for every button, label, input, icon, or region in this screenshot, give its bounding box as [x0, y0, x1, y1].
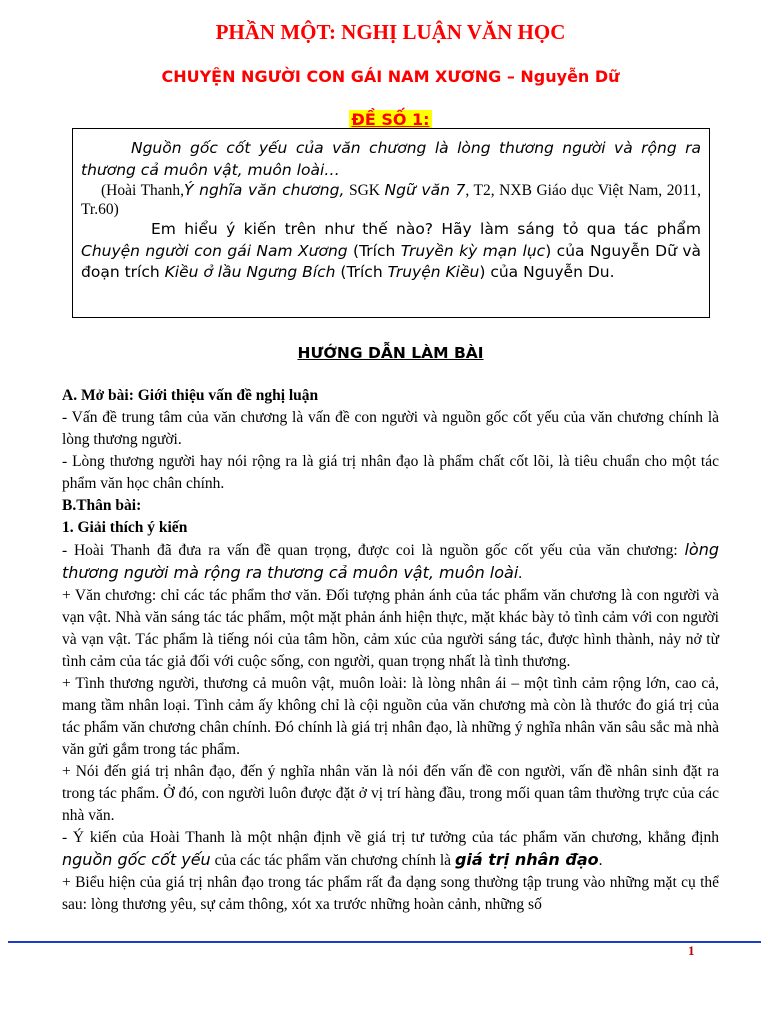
- task-text-e: ) của Nguyễn Du.: [479, 263, 615, 281]
- page-title: PHẦN MỘT: NGHỊ LUẬN VĂN HỌC: [215, 20, 566, 44]
- question-box: [72, 128, 710, 318]
- question-quote: Nguồn gốc cốt yếu của văn chương là lòng thương người và rộng ra thương cả muôn vật, muôn loài…: [81, 139, 701, 179]
- section-b1-paragraph-4: + Nói đến giá trị nhân đạo, đến ý nghĩa nhân văn là nói đến vấn đề con người, vấn đề nhân sinh đặt ra trong tác phẩm. Ở đó, con người luôn được đặt ở vị trí hàng đầu, trong mối quan tâm thường trực của các nhà văn.: [62, 763, 719, 824]
- source-suffix: , T2, NXB Giáo dục Việt Nam, 2011, Tr.60): [81, 182, 702, 218]
- task-text-b: (Trích: [347, 241, 401, 260]
- source-sgk: SGK: [344, 182, 385, 199]
- section-a-paragraph-2: - Lòng thương người hay nói rộng ra là giá trị nhân đạo là phẩm chất cốt lõi, là tiêu chuẩn cho một tác phẩm văn học chân chính.: [62, 453, 719, 492]
- source-prefix: (Hoài Thanh,: [101, 182, 185, 199]
- section-b1-paragraph-3: + Tình thương người, thương cả muôn vật, muôn loài: là lòng nhân ái – một tình cảm rộng lớn, cao cả, mang tầm nhân loại. Tình cảm ấy không chỉ là cội nguồn của văn chương mà còn là thước đo giá trị của tác phẩm văn chương chân chính. Đó chính là giá trị nhân đạo, là những ý nghĩa nhân văn sâu sắc mà nhà văn gửi gắm trong tác phẩm.: [62, 675, 719, 758]
- section-b1-paragraph-1: [62, 539, 719, 585]
- source-book: Ngữ văn 7: [384, 181, 466, 199]
- b1-p1-text: - Hoài Thanh đã đưa ra vấn đề quan trọng, được coi là nguồn gốc cốt yếu của văn chương:: [62, 542, 685, 559]
- b1-p5-end: .: [598, 852, 603, 869]
- section-a-heading: A. Mở bài: Giới thiệu vấn đề nghị luận: [62, 387, 319, 404]
- task-work-3: Kiều ở lầu Ngưng Bích: [164, 263, 336, 281]
- task-work-4: Truyện Kiều: [387, 263, 480, 281]
- b1-p5-emphasis-1: nguồn gốc cốt yếu: [62, 850, 211, 869]
- section-b1-paragraph-2: + Văn chương: chỉ các tác phẩm thơ văn. Đối tượng phản ánh của tác phẩm văn chương là con người và vạn vật. Nhà văn sáng tác tác phẩm, một mặt phản ánh hiện thực, mặt khác bày tỏ tình cảm với con người và vạn vật. Tác phẩm là tiếng nói của tâm hồn, cảm xúc của người sáng tác, được hình thành, nảy nở từ tình cảm của tác giả đối với cuộc sống, con người, quan trọng nhất là tình thương.: [62, 587, 719, 670]
- section-b1-paragraph-5: [62, 827, 719, 872]
- page-subtitle: CHUYỆN NGƯỜI CON GÁI NAM XƯƠNG – Nguyễn Dữ: [161, 67, 620, 86]
- exam-label-wrap: [62, 110, 719, 130]
- b1-p1-end: .: [518, 565, 523, 582]
- b1-p1-emphasis: lòng thương người mà rộng ra thương cả muôn vật, muôn loài: [62, 540, 719, 582]
- page-number: 1: [688, 943, 695, 958]
- source-work: Ý nghĩa văn chương,: [184, 181, 345, 199]
- section-a-paragraph-1: - Vấn đề trung tâm của văn chương là vấn đề con người và nguồn gốc cốt yếu của văn chương chính là lòng thương người.: [62, 409, 719, 448]
- question-task: [81, 219, 701, 284]
- guide-content: [62, 385, 719, 916]
- task-text-d: (Trích: [335, 263, 388, 281]
- section-b1-paragraph-6: + Biểu hiện của giá trị nhân đạo trong tác phẩm rất đa dạng song thường tập trung vào những mặt cụ thể sau: lòng thương yêu, sự cảm thông, xót xa trước những hoàn cảnh, những số: [62, 874, 719, 913]
- b1-p5-text-b: của các tác phẩm văn chương chính là: [210, 852, 455, 869]
- task-text-c: ) của Nguyễn Dữ và đoạn trích: [81, 241, 702, 281]
- exam-label: ĐỀ SỐ 1:: [351, 110, 430, 129]
- b1-p5-emphasis-2: giá trị nhân đạo: [454, 850, 599, 869]
- footer-divider: [8, 941, 761, 943]
- section-b1-heading: 1. Giải thích ý kiến: [62, 519, 188, 536]
- task-text-a: Em hiểu ý kiến trên như thế nào? Hãy làm sáng tỏ qua tác phẩm: [151, 220, 701, 238]
- question-source: [81, 181, 701, 219]
- task-work-2: Truyền kỳ mạn lục: [400, 241, 546, 260]
- guide-heading: HƯỚNG DẪN LÀM BÀI: [297, 344, 484, 362]
- task-work-1: Chuyện người con gái Nam Xương: [81, 241, 348, 260]
- b1-p5-text-a: - Ý kiến của Hoài Thanh là một nhận định về giá trị tư tưởng của tác phẩm văn chương, khẳng định: [62, 829, 719, 846]
- section-b-heading: B.Thân bài:: [62, 497, 142, 514]
